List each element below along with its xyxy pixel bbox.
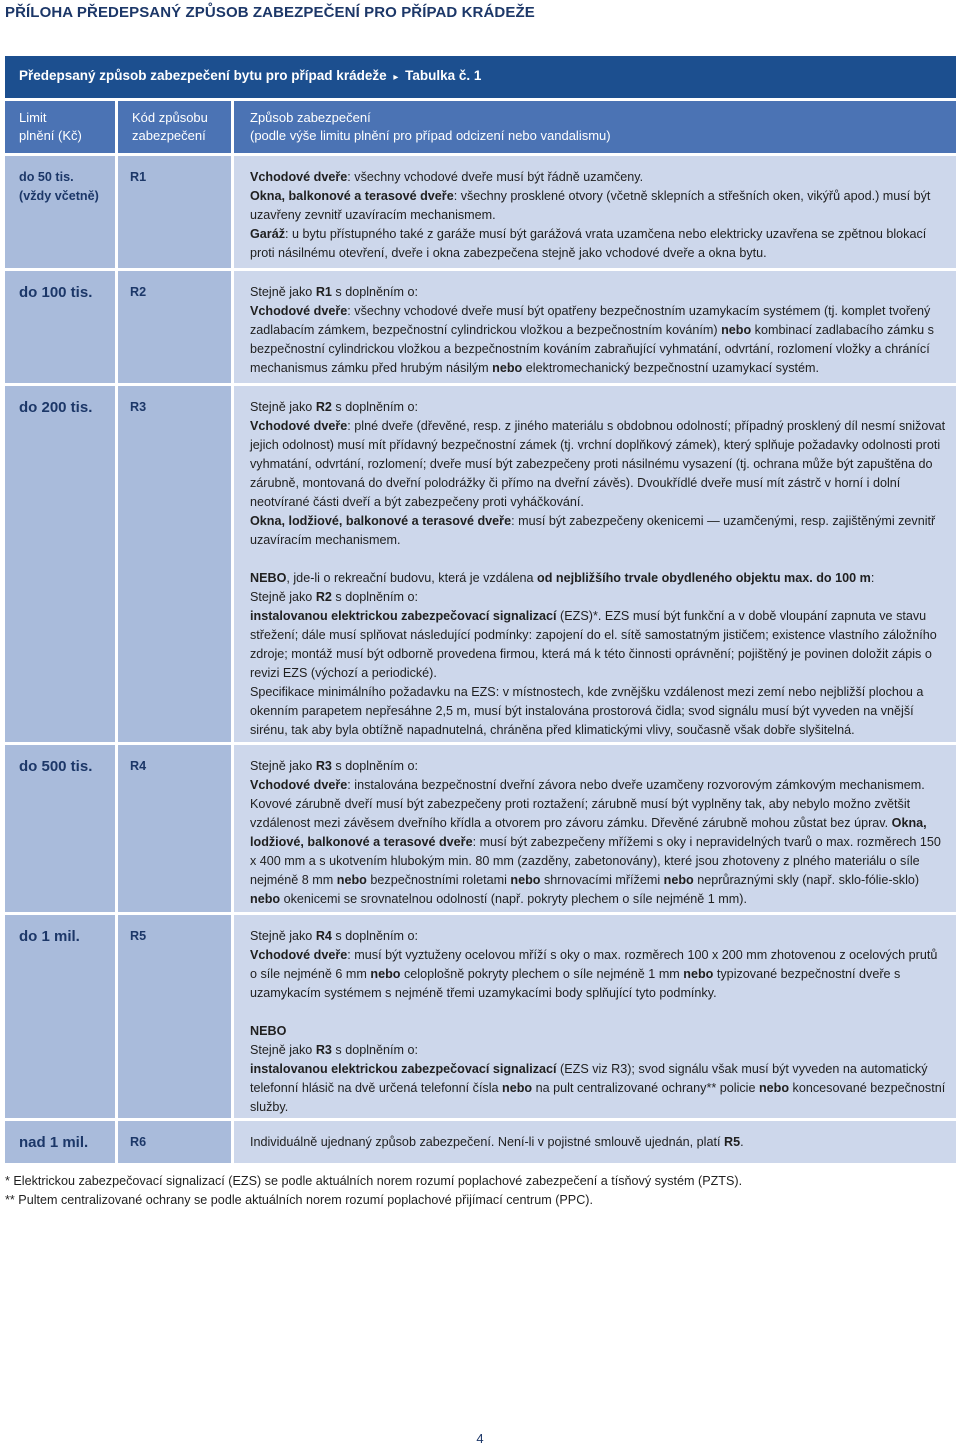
- or-word: NEBO: [250, 1024, 287, 1038]
- method-cell: [234, 1121, 956, 1163]
- text: okenicemi se srovnatelnou odolností (např. pokryty plechem o síle nejméně 1 mm).: [280, 892, 747, 906]
- term: Okna, balkonové a terasové dveře: [250, 189, 454, 203]
- text: bezpečnostními roletami: [366, 873, 511, 887]
- header-method-line1: Způsob zabezpečení: [250, 110, 371, 125]
- code-value: R2: [130, 285, 147, 299]
- text: (EZS viz R3); svod signálu však musí být vyveden na automatický telefonní hlásič na dvě určená telefonní čísla: [250, 1062, 928, 1095]
- text: shrnovacími mřížemi: [540, 873, 664, 887]
- text: s doplněním o:: [331, 759, 419, 773]
- text: : všechny vchodové dveře musí být řádně uzamčeny.: [347, 170, 644, 184]
- text: Individuálně ujednaný způsob zabezpečení. Není-li v pojistné smlouvě ujednán, platí: [250, 1135, 724, 1149]
- limit-value: nad 1 mil.: [19, 1134, 89, 1151]
- table-row-r2: [5, 271, 956, 383]
- text: , jde-li o rekreační budovu, která je vzdálena: [286, 571, 538, 585]
- page-heading: PŘÍLOHA PŘEDEPSANÝ ZPŮSOB ZABEZPEČENÍ PRO PŘÍPAD KRÁDEŽE: [5, 4, 535, 21]
- code-cell: [118, 156, 231, 268]
- method-cell: [234, 386, 956, 742]
- text: : plné dveře (dřevěné, resp. z jiného materiálu s obdobnou odolností; případný prosklený díl nesmí snižovat jejich odolnost) musí mít přídavný bezpečnostní zámek (tj. vrchní doplňkový zámek), který splňuje požadavky odolnosti proti vyhmatání, odvrtání, rozlomení; dveře musí být zabezpečeny proti násilnému vysazení (tj. ochrana může být zapuštěna do zárubně, montovaná do dveřní polodrážky či přímo na dveřní závěs). Dvoukřídlé dveře musí mít zástrč v horní i dolní neotvírané části dveří a být zabezpečeny proti vyháčkování.: [250, 419, 946, 509]
- limit-note: (vždy včetně): [19, 189, 99, 203]
- limit-cell: [5, 1121, 115, 1163]
- text: Stejně jako: [250, 1043, 316, 1057]
- code-ref: R3: [315, 1043, 332, 1057]
- or-word: nebo: [492, 361, 523, 375]
- text: : všechny vchodové dveře musí být opatřeny bezpečnostním uzamykacím systémem (tj. komplet tvořený zadlabacím zámkem, bezpečnostní cylindrickou vložkou a bezpečnostním kováním): [250, 304, 931, 337]
- text: Stejně jako: [250, 929, 316, 943]
- text: neprůraznými skly (např. sklo-fólie-sklo): [693, 873, 920, 887]
- header-limit: [5, 101, 115, 153]
- text: : musí být zabezpečeny okenicemi — uzamčenými, resp. zajištěnými zevnitř uzavíracím mechanismem.: [250, 514, 936, 547]
- code-value: R6: [130, 1135, 147, 1149]
- text: : musí být vyztuženy ocelovou mříží s oky o max. rozměrech 100 x 200 mm zhotovenou z ocelových prutů o síle nejméně 6 mm: [250, 948, 938, 981]
- text: s doplněním o:: [331, 400, 419, 414]
- text: Specifikace minimálního požadavku na EZS: v místnostech, kde zvnějšku vzdálenost mezi zemí nebo nejbližší plochou a okenním parapetem nepřesáhne 2,5 m, musí být instalována prostorová čidla; svod signálu musí být vyveden na vnější sirénu, tak aby byla obtížně napadnutelná, chráněna před klimatickými vlivy, současně však dobře slyšitelná.: [250, 685, 924, 737]
- header-code: [118, 101, 231, 153]
- or-word: NEBO: [250, 571, 287, 585]
- method-cell: [234, 915, 956, 1118]
- term: od nejbližšího trvale obydleného objektu max. do 100 m: [537, 571, 871, 585]
- code-cell: [118, 1121, 231, 1163]
- or-word: nebo: [502, 1081, 533, 1095]
- code-value: R1: [130, 170, 147, 184]
- or-word: nebo: [336, 873, 367, 887]
- table-row-r6: [5, 1121, 956, 1163]
- term: Vchodové dveře: [250, 778, 348, 792]
- table-header: [5, 101, 956, 153]
- limit-value: do 1 mil.: [19, 928, 80, 945]
- code-ref: R1: [315, 285, 332, 299]
- footnotes: [5, 1172, 945, 1210]
- text: : instalována bezpečnostní dveřní závora nebo dveře uzamčeny rozvorovým zámkovým mechanismem. Kovové zárubně dveří musí být zabezpečeny proti roztažení; zárubně musí být vyplněny tak, aby nebylo možno zvětšit vzdálenost mezi závěsem dveřního křídla a otvorem pro závoru zámku. Dřevěné zárubně mohou zůstat bez úprav.: [250, 778, 925, 830]
- limit-cell: [5, 386, 115, 742]
- limit-cell: [5, 156, 115, 268]
- or-word: nebo: [370, 967, 401, 981]
- limit-value: do 100 tis.: [19, 284, 93, 301]
- code-ref: R2: [315, 400, 332, 414]
- term: Vchodové dveře: [250, 170, 348, 184]
- text: s doplněním o:: [331, 929, 419, 943]
- code-cell: [118, 386, 231, 742]
- term: instalovanou elektrickou zabezpečovací signalizací: [250, 609, 557, 623]
- text: kombinací zadlabacího zámku s bezpečnostní cylindrickou vložkou a bezpečnostním kováním zabraňující vyhmatání, odvrtání, rozlomení vložky a chránící mechanismus zámku před hrubým násilým: [250, 323, 934, 375]
- code-ref: R4: [315, 929, 332, 943]
- method-cell: [234, 745, 956, 912]
- table-row-r3: [5, 386, 956, 742]
- term: Okna, lodžiové, balkonové a terasové dveře: [250, 816, 927, 849]
- text: s doplněním o:: [331, 1043, 419, 1057]
- or-word: nebo: [721, 323, 752, 337]
- header-code-line1: Kód způsobu: [132, 110, 208, 125]
- text: koncesované bezpečnostní služby.: [250, 1081, 946, 1114]
- text: s doplněním o:: [331, 285, 419, 299]
- code-value: R3: [130, 400, 147, 414]
- code-cell: [118, 271, 231, 383]
- table-row-r4: [5, 745, 956, 912]
- code-cell: [118, 915, 231, 1118]
- text: typizované bezpečnostní dveře s uzamykacím systémem s nejméně třemi uzamykacími body splňující tyto podmínky.: [250, 967, 901, 1000]
- limit-value: do 500 tis.: [19, 758, 93, 775]
- code-ref: R2: [315, 590, 332, 604]
- or-word: nebo: [683, 967, 714, 981]
- limit-value: do 50 tis.: [19, 170, 74, 184]
- term: Vchodové dveře: [250, 419, 348, 433]
- header-limit-line2: plnění (Kč): [19, 128, 82, 143]
- limit-cell: [5, 745, 115, 912]
- text: (EZS)*. EZS musí být funkční a v době vloupání zapnuta ve stavu střežení; dále musí splňovat následující podmínky: zapojení do el. sítě samostatným jističem; existence vlastního záložního zdroje; montáž musí být odborně provedena firmou, která má k této činnosti oprávnění; pojištěný je povinen doložit zápis o revizi EZS (výchozí a periodické).: [250, 609, 937, 680]
- text: :: [870, 571, 875, 585]
- text: .: [740, 1135, 744, 1149]
- term: Garáž: [250, 227, 286, 241]
- or-word: nebo: [510, 873, 541, 887]
- or-word: nebo: [758, 1081, 790, 1095]
- text: : musí být zabezpečeny mřížemi s oky i nepravidelných tvarů o max. rozměrech 150 x 400 mm a s ukotvením hlubokým min. 80 mm (zazděny, zabetonovány), které jsou zhotoveny z plného materiálu o síle nejméně 8 mm: [250, 835, 941, 887]
- table-number: Tabulka č. 1: [405, 68, 482, 83]
- table-title: Předepsaný způsob zabezpečení bytu pro případ krádeže: [19, 68, 387, 83]
- text: : všechny prosklené otvory (včetně sklepních a střešních oken, vikýřů apod.) musí být uzavřeny zevnitř uzavíracím mechanismem.: [250, 189, 931, 222]
- limit-cell: [5, 271, 115, 383]
- text: na pult centralizované ochrany** policie: [532, 1081, 759, 1095]
- header-method: [234, 101, 956, 153]
- code-value: R5: [130, 929, 147, 943]
- text: : u bytu přístupného také z garáže musí být garážová vrata uzamčena nebo elektricky uzavřena se zpětnou blokací proti násilnému otevření, dveře i okna zabezpečena stejně jako vchodové dveře a okna bytu.: [250, 227, 927, 260]
- header-method-line2: (podle výše limitu plnění pro případ odcizení nebo vandalismu): [250, 128, 611, 143]
- table-row-r1: [5, 156, 956, 268]
- code-ref: R5: [723, 1135, 741, 1149]
- table-row-r5: [5, 915, 956, 1118]
- term: Okna, lodžiové, balkonové a terasové dveře: [250, 514, 512, 528]
- method-cell: [234, 156, 956, 268]
- code-value: R4: [130, 759, 147, 773]
- limit-cell: [5, 915, 115, 1118]
- text: elektromechanický bezpečnostní uzamykací systém.: [522, 361, 820, 375]
- text: Stejně jako: [250, 285, 316, 299]
- limit-value: do 200 tis.: [19, 399, 93, 416]
- text: celoplošně pokryty plechem o síle nejméně 1 mm: [400, 967, 684, 981]
- code-cell: [118, 745, 231, 912]
- term: Vchodové dveře: [250, 304, 348, 318]
- or-word: nebo: [250, 892, 281, 906]
- text: s doplněním o:: [331, 590, 419, 604]
- text: Stejně jako: [250, 759, 316, 773]
- or-word: nebo: [663, 873, 694, 887]
- code-ref: R3: [315, 759, 332, 773]
- arrow-right-icon: ▸: [393, 72, 399, 83]
- text: Stejně jako: [250, 590, 316, 604]
- term: Vchodové dveře: [250, 948, 348, 962]
- method-cell: [234, 271, 956, 383]
- footnote: * Elektrickou zabezpečovací signalizací (EZS) se podle aktuálních norem rozumí poplachové zabezpečení a tísňový systém (PZTS).: [5, 1174, 743, 1188]
- header-code-line2: zabezpečení: [132, 128, 206, 143]
- text: Stejně jako: [250, 400, 316, 414]
- page-number: 4: [476, 1431, 484, 1446]
- table-title-bar: [5, 56, 956, 98]
- header-limit-line1: Limit: [19, 110, 47, 125]
- footnote: ** Pultem centralizované ochrany se podle aktuálních norem rozumí poplachové přijímací centrum (PPC).: [5, 1193, 593, 1207]
- term: instalovanou elektrickou zabezpečovací signalizací: [250, 1062, 557, 1076]
